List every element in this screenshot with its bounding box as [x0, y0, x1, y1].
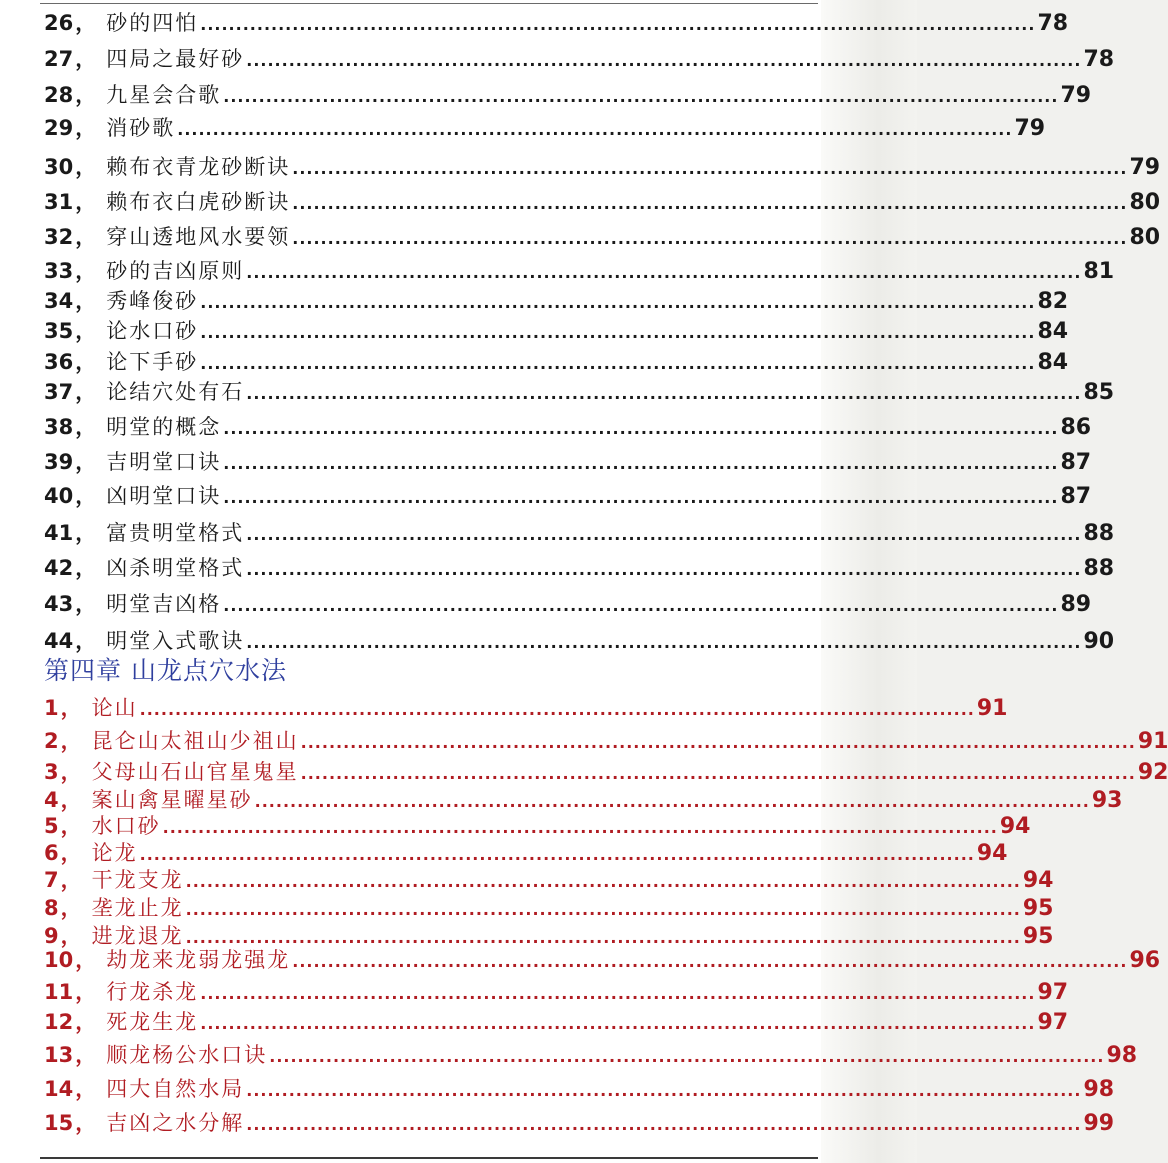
- toc-entry[interactable]: [44, 187, 1161, 217]
- entry-number: 38: [44, 415, 74, 439]
- entry-title: 干龙支龙: [91, 868, 184, 892]
- entry-title: 砂的四怕: [106, 11, 199, 35]
- toc-entry[interactable]: [44, 726, 1168, 756]
- entry-title: 顺龙杨公水口诀: [106, 1043, 268, 1067]
- entry-page-number: 89: [1060, 592, 1092, 617]
- entry-page-number: 80: [1129, 225, 1161, 250]
- toc-entry[interactable]: [44, 80, 1092, 110]
- entry-separator: ，: [75, 47, 97, 71]
- entry-title: 论水口砂: [106, 319, 199, 343]
- entry-title: 案山禽星曜星砂: [91, 788, 253, 812]
- entry-separator: ，: [75, 1077, 97, 1101]
- entry-number: 28: [44, 83, 74, 107]
- entry-number: 9: [44, 924, 59, 948]
- entry-page-number: 84: [1037, 350, 1069, 375]
- toc-entry[interactable]: [44, 377, 1115, 407]
- entry-title: 昆仑山太祖山少祖山: [91, 729, 299, 753]
- dot-leader: ......................................................................................................................: [200, 293, 1036, 312]
- toc-entry[interactable]: [44, 1108, 1115, 1138]
- dot-leader: ......................................................................................................................: [177, 120, 1013, 139]
- chapter-heading: 第四章 山龙点穴水法: [44, 656, 287, 685]
- entry-separator: ，: [75, 225, 97, 249]
- entry-page-number: 82: [1037, 289, 1069, 314]
- dot-leader: ......................................................................................................................: [292, 952, 1128, 971]
- entry-page-number: 98: [1083, 1077, 1115, 1102]
- entry-separator: ，: [75, 1010, 97, 1034]
- entry-page-number: 94: [999, 814, 1031, 839]
- toc-entry[interactable]: [44, 945, 1161, 975]
- entry-number: 35: [44, 319, 74, 343]
- dot-leader: ......................................................................................................................: [246, 263, 1082, 282]
- entry-title: 死龙生龙: [106, 1010, 199, 1034]
- entry-page-number: 78: [1083, 47, 1115, 72]
- entry-title: 富贵明堂格式: [106, 521, 245, 545]
- entry-number: 42: [44, 556, 74, 580]
- entry-number: 37: [44, 380, 74, 404]
- entry-title: 吉明堂口诀: [106, 450, 222, 474]
- entry-separator: ，: [75, 190, 97, 214]
- entry-title: 穿山透地风水要领: [106, 225, 291, 249]
- entry-number: 31: [44, 190, 74, 214]
- dot-leader: ......................................................................................................................: [139, 845, 975, 864]
- dot-leader: ......................................................................................................................: [162, 818, 998, 837]
- entry-number: 7: [44, 868, 59, 892]
- dot-leader: ......................................................................................................................: [223, 454, 1059, 473]
- toc-entry[interactable]: [44, 589, 1092, 619]
- entry-number: 14: [44, 1077, 74, 1101]
- toc-entry[interactable]: [44, 44, 1115, 74]
- entry-page-number: 78: [1037, 11, 1069, 36]
- toc-entry[interactable]: [44, 447, 1092, 477]
- dot-leader: ......................................................................................................................: [246, 633, 1082, 652]
- entry-number: 36: [44, 350, 74, 374]
- entry-separator: ，: [75, 948, 97, 972]
- toc-entry[interactable]: [44, 222, 1161, 252]
- entry-page-number: 94: [1022, 868, 1054, 893]
- toc-entry[interactable]: [44, 347, 1069, 377]
- toc-entry[interactable]: [44, 693, 1008, 723]
- dot-leader: ......................................................................................................................: [254, 792, 1090, 811]
- dot-leader: ......................................................................................................................: [292, 159, 1128, 178]
- toc-entry[interactable]: [44, 256, 1115, 286]
- entry-title: 吉凶之水分解: [106, 1111, 245, 1135]
- entry-page-number: 79: [1014, 116, 1046, 141]
- dot-leader: ......................................................................................................................: [269, 1047, 1105, 1066]
- entry-page-number: 87: [1060, 484, 1092, 509]
- dot-leader: ......................................................................................................................: [139, 700, 975, 719]
- toc-entry[interactable]: [44, 865, 1054, 895]
- entry-title: 凶明堂口诀: [106, 484, 222, 508]
- dot-leader: ......................................................................................................................: [246, 384, 1082, 403]
- dot-leader: ......................................................................................................................: [292, 194, 1128, 213]
- entry-number: 15: [44, 1111, 74, 1135]
- entry-separator: ，: [75, 521, 97, 545]
- dot-leader: ......................................................................................................................: [246, 1115, 1082, 1134]
- entry-page-number: 86: [1060, 415, 1092, 440]
- entry-separator: ，: [60, 696, 82, 720]
- entry-separator: ，: [75, 1111, 97, 1135]
- entry-separator: ，: [75, 629, 97, 653]
- entry-title: 秀峰俊砂: [106, 289, 199, 313]
- toc-entry[interactable]: [44, 481, 1092, 511]
- entry-page-number: 80: [1129, 190, 1161, 215]
- entry-separator: ，: [75, 289, 97, 313]
- toc-entry[interactable]: [44, 1074, 1115, 1104]
- entry-separator: ，: [60, 729, 82, 753]
- toc-entry[interactable]: [44, 518, 1115, 548]
- toc-entry[interactable]: [44, 412, 1092, 442]
- entry-separator: ，: [60, 868, 82, 892]
- top-rule: [40, 3, 818, 4]
- entry-separator: ，: [60, 814, 82, 838]
- entry-number: 13: [44, 1043, 74, 1067]
- dot-leader: ......................................................................................................................: [300, 764, 1136, 783]
- entry-page-number: 85: [1083, 380, 1115, 405]
- toc-entry[interactable]: [44, 757, 1168, 787]
- entry-page-number: 90: [1083, 629, 1115, 654]
- entry-page-number: 96: [1129, 948, 1161, 973]
- dot-leader: ......................................................................................................................: [185, 900, 1021, 919]
- toc-entry[interactable]: [44, 152, 1161, 182]
- entry-separator: ，: [75, 415, 97, 439]
- toc-entry[interactable]: [44, 113, 1046, 143]
- entry-title: 行龙杀龙: [106, 980, 199, 1004]
- entry-number: 8: [44, 896, 59, 920]
- entry-page-number: 93: [1091, 788, 1123, 813]
- dot-leader: ......................................................................................................................: [300, 733, 1136, 752]
- dot-leader: ......................................................................................................................: [246, 525, 1082, 544]
- toc-entry[interactable]: [44, 1007, 1069, 1037]
- dot-leader: ......................................................................................................................: [246, 560, 1082, 579]
- dot-leader: ......................................................................................................................: [200, 1014, 1036, 1033]
- entry-title: 凶杀明堂格式: [106, 556, 245, 580]
- entry-separator: ，: [75, 350, 97, 374]
- entry-number: 1: [44, 696, 59, 720]
- entry-number: 41: [44, 521, 74, 545]
- entry-number: 39: [44, 450, 74, 474]
- entry-number: 34: [44, 289, 74, 313]
- entry-number: 11: [44, 980, 74, 1004]
- dot-leader: ......................................................................................................................: [223, 419, 1059, 438]
- entry-title: 明堂入式歌诀: [106, 629, 245, 653]
- toc-entry[interactable]: [44, 893, 1054, 923]
- toc-entry[interactable]: [44, 316, 1069, 346]
- entry-page-number: 88: [1083, 556, 1115, 581]
- dot-leader: ......................................................................................................................: [200, 354, 1036, 373]
- entry-page-number: 94: [976, 841, 1008, 866]
- entry-separator: ，: [75, 980, 97, 1004]
- entry-page-number: 84: [1037, 319, 1069, 344]
- toc-entry[interactable]: [44, 1040, 1138, 1070]
- entry-title: 四大自然水局: [106, 1077, 245, 1101]
- entry-page-number: 99: [1083, 1111, 1115, 1136]
- entry-separator: ，: [75, 319, 97, 343]
- entry-page-number: 95: [1022, 896, 1054, 921]
- entry-separator: ，: [75, 1043, 97, 1067]
- entry-title: 九星会合歌: [106, 83, 222, 107]
- entry-page-number: 97: [1037, 980, 1069, 1005]
- toc-entry[interactable]: [44, 811, 1031, 841]
- entry-number: 44: [44, 629, 74, 653]
- entry-number: 33: [44, 259, 74, 283]
- toc-entry[interactable]: [44, 553, 1115, 583]
- dot-leader: ......................................................................................................................: [200, 15, 1036, 34]
- entry-title: 消砂歌: [106, 116, 176, 140]
- entry-number: 12: [44, 1010, 74, 1034]
- entry-number: 2: [44, 729, 59, 753]
- entry-number: 32: [44, 225, 74, 249]
- entry-title: 明堂的概念: [106, 415, 222, 439]
- entry-page-number: 92: [1137, 760, 1168, 785]
- entry-title: 四局之最好砂: [106, 47, 245, 71]
- dot-leader: ......................................................................................................................: [246, 1081, 1082, 1100]
- entry-title: 论山: [91, 696, 138, 720]
- entry-number: 43: [44, 592, 74, 616]
- entry-page-number: 79: [1129, 155, 1161, 180]
- entry-separator: ，: [60, 896, 82, 920]
- entry-number: 6: [44, 841, 59, 865]
- dot-leader: ......................................................................................................................: [246, 51, 1082, 70]
- entry-separator: ，: [75, 155, 97, 179]
- entry-separator: ，: [75, 380, 97, 404]
- entry-number: 10: [44, 948, 74, 972]
- entry-page-number: 91: [976, 696, 1008, 721]
- entry-separator: ，: [60, 841, 82, 865]
- entry-number: 3: [44, 760, 59, 784]
- entry-title: 明堂吉凶格: [106, 592, 222, 616]
- entry-separator: ，: [75, 11, 97, 35]
- entry-title: 父母山石山官星鬼星: [91, 760, 299, 784]
- entry-separator: ，: [75, 484, 97, 508]
- dot-leader: ......................................................................................................................: [185, 872, 1021, 891]
- toc-entry[interactable]: [44, 626, 1115, 656]
- entry-separator: ，: [60, 788, 82, 812]
- entry-separator: ，: [75, 83, 97, 107]
- entry-title: 垄龙止龙: [91, 896, 184, 920]
- entry-title: 水口砂: [91, 814, 161, 838]
- entry-number: 4: [44, 788, 59, 812]
- entry-title: 赖布衣青龙砂断诀: [106, 155, 291, 179]
- entry-title: 进龙退龙: [91, 924, 184, 948]
- toc-entry[interactable]: [44, 286, 1069, 316]
- entry-separator: ，: [60, 924, 82, 948]
- entry-title: 赖布衣白虎砂断诀: [106, 190, 291, 214]
- entry-title: 论结穴处有石: [106, 380, 245, 404]
- entry-page-number: 98: [1106, 1043, 1138, 1068]
- entry-number: 40: [44, 484, 74, 508]
- entry-title: 砂的吉凶原则: [106, 259, 245, 283]
- entry-separator: ，: [75, 592, 97, 616]
- bottom-rule: [40, 1157, 818, 1159]
- entry-separator: ，: [75, 556, 97, 580]
- entry-page-number: 79: [1060, 83, 1092, 108]
- entry-title: 劫龙来龙弱龙强龙: [106, 948, 291, 972]
- entry-separator: ，: [75, 450, 97, 474]
- toc-entry[interactable]: [44, 838, 1008, 868]
- entry-number: 27: [44, 47, 74, 71]
- dot-leader: ......................................................................................................................: [223, 488, 1059, 507]
- entry-page-number: 88: [1083, 521, 1115, 546]
- dot-leader: ......................................................................................................................: [292, 229, 1128, 248]
- dot-leader: ......................................................................................................................: [223, 596, 1059, 615]
- entry-separator: ，: [75, 259, 97, 283]
- dot-leader: ......................................................................................................................: [223, 87, 1059, 106]
- entry-page-number: 87: [1060, 450, 1092, 475]
- entry-page-number: 97: [1037, 1010, 1069, 1035]
- entry-number: 5: [44, 814, 59, 838]
- entry-number: 29: [44, 116, 74, 140]
- dot-leader: ......................................................................................................................: [185, 928, 1021, 947]
- entry-page-number: 81: [1083, 259, 1115, 284]
- entry-number: 26: [44, 11, 74, 35]
- entry-number: 30: [44, 155, 74, 179]
- dot-leader: ......................................................................................................................: [200, 984, 1036, 1003]
- entry-page-number: 91: [1137, 729, 1168, 754]
- entry-title: 论下手砂: [106, 350, 199, 374]
- toc-entry[interactable]: [44, 977, 1069, 1007]
- entry-title: 论龙: [91, 841, 138, 865]
- toc-entry[interactable]: [44, 8, 1069, 38]
- entry-separator: ，: [60, 760, 82, 784]
- entry-separator: ，: [75, 116, 97, 140]
- entry-page-number: 95: [1022, 924, 1054, 949]
- dot-leader: ......................................................................................................................: [200, 323, 1036, 342]
